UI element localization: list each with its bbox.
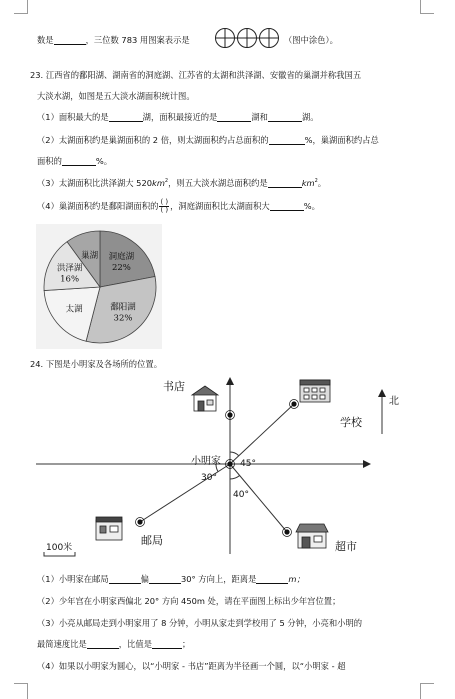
label-post-office: 邮局 bbox=[141, 534, 163, 547]
answer-blank[interactable] bbox=[268, 112, 302, 122]
q22-tail-line bbox=[37, 34, 190, 46]
q23-sub4-text-a: （4）巢湖面积约是鄱阳湖面积的 bbox=[37, 201, 159, 211]
answer-blank[interactable] bbox=[152, 639, 182, 649]
q23-sub1-text-a: （1）面积最大的是 bbox=[37, 112, 109, 122]
q23-sub3-text-d: 。 bbox=[317, 178, 327, 188]
q24-sub1-text-a: （1）小明家在邮局 bbox=[37, 574, 109, 584]
q23-sub3-sup: 2 bbox=[164, 178, 169, 185]
post-office-dot bbox=[137, 519, 142, 524]
q23-sub3-text-a: （3）太湖面积比洪泽湖大 520 bbox=[37, 178, 153, 188]
bookstore-building-icon bbox=[192, 386, 218, 411]
label-angle-30: 30° bbox=[201, 473, 217, 483]
answer-blank[interactable] bbox=[109, 574, 141, 584]
label-angle-40: 40° bbox=[233, 490, 249, 500]
answer-blank[interactable] bbox=[149, 574, 181, 584]
school-building-icon bbox=[300, 380, 330, 402]
q23-sub2-cont bbox=[37, 155, 112, 167]
school-dot bbox=[291, 401, 296, 406]
q24-sub4: （4）如果以小明家为圆心，以“小明家 - 书店”距离为半径画一个圆，以“小明家 - 超 bbox=[37, 661, 346, 671]
answer-blank[interactable] bbox=[54, 35, 86, 45]
location-map bbox=[36, 374, 416, 564]
label-north: 北 bbox=[389, 396, 399, 407]
q23-sub4-text-c: %。 bbox=[303, 201, 320, 211]
pie-label-4: 巢湖 bbox=[81, 251, 99, 262]
pie-label-2: 太湖 bbox=[65, 304, 83, 315]
pie-value-0: 22% bbox=[111, 263, 131, 274]
q23-sub3-sup2: 2 bbox=[314, 178, 318, 185]
crop-mark-top-right bbox=[420, 0, 434, 14]
crop-mark-bottom-right bbox=[420, 683, 434, 697]
q23-stem-line1: 23. 江西省的鄱阳湖、湖南省的洞庭湖、江苏省的太湖和洪泽湖、安徽省的巢湖并称我国五 bbox=[30, 70, 362, 80]
fraction-denominator: ( ) bbox=[160, 206, 169, 214]
label-supermarket: 超市 bbox=[335, 540, 357, 553]
route-to-school bbox=[230, 404, 294, 464]
home-dot bbox=[227, 461, 232, 466]
answer-blank[interactable] bbox=[109, 112, 143, 122]
q23-sub2 bbox=[37, 134, 379, 146]
lake-area-pie-chart bbox=[36, 224, 162, 349]
q22-text-2: ，三位数 783 用图案表示是 bbox=[85, 35, 190, 45]
q24-sub2: （2）少年宫在小明家西偏北 20° 方向 450m 处，请在平面图上标出少年宫位置； bbox=[37, 596, 341, 606]
label-scale: 100米 bbox=[46, 543, 73, 553]
q23-sub3 bbox=[37, 177, 326, 189]
label-bookstore: 书店 bbox=[163, 380, 185, 393]
q23-sub3-unit2: km bbox=[301, 178, 315, 188]
q24-sub3-text-b: ，比值是 bbox=[118, 639, 152, 649]
answer-blank[interactable] bbox=[62, 156, 96, 166]
pie-label-1: 鄱阳湖 bbox=[110, 302, 136, 313]
angle-arc-40 bbox=[230, 476, 240, 480]
q23-sub3-unit: km bbox=[152, 178, 165, 188]
crop-mark-bottom-left bbox=[14, 683, 28, 697]
q24-sub1-text-c: 30° 方向上，距离是 bbox=[180, 574, 257, 584]
answer-blank[interactable] bbox=[270, 201, 304, 211]
q23-sub1-text-c: 湖和 bbox=[251, 112, 268, 122]
q23-sub2-text-c: 面积的 bbox=[37, 156, 62, 166]
q24-sub3-line1: （3）小亮从邮局走到小明家用了 8 分钟，小明从家走到学校用了 5 分钟，小亮和小明的 bbox=[37, 618, 363, 628]
q24-sub1-text-b: 偏 bbox=[140, 574, 149, 584]
q23-sub4 bbox=[37, 199, 320, 214]
supermarket-building-icon bbox=[296, 524, 328, 548]
q23-sub4-text-b: ，洞庭湖面积比太湖面积大 bbox=[170, 201, 270, 211]
q23-sub1-text-d: 湖。 bbox=[301, 112, 319, 122]
q23-stem-line2: 大淡水湖，如图是五大淡水湖面积统计图。 bbox=[37, 91, 195, 101]
q23-sub1 bbox=[37, 111, 319, 123]
answer-blank[interactable] bbox=[87, 639, 119, 649]
bookstore-dot bbox=[227, 412, 232, 417]
q22-text-1: 数是 bbox=[37, 35, 54, 45]
q24-sub3-text-c: ； bbox=[182, 639, 191, 649]
crop-mark-top-left bbox=[14, 0, 28, 14]
pie-label-3: 洪泽湖 bbox=[56, 263, 83, 274]
q24-sub3-line2 bbox=[37, 638, 190, 650]
q24-sub3-text-a: 最简速度比是 bbox=[37, 639, 87, 649]
fraction-blank[interactable] bbox=[159, 199, 169, 214]
answer-blank[interactable] bbox=[269, 135, 305, 145]
pie-value-1: 32% bbox=[113, 313, 133, 324]
q24-sub1-text-d: m； bbox=[288, 574, 305, 584]
abacus-pattern-icon bbox=[214, 27, 280, 49]
q23-sub2-text-a: （2）太湖面积约是巢湖面积的 2 倍，则太湖面积约占总面积的 bbox=[37, 135, 269, 145]
q23-sub2-text-d: %。 bbox=[95, 156, 113, 166]
label-home: 小明家 bbox=[191, 456, 221, 467]
answer-blank[interactable] bbox=[268, 178, 302, 188]
q24-sub1 bbox=[37, 573, 305, 585]
fraction-numerator: ( ) bbox=[160, 198, 169, 206]
label-angle-45: 45° bbox=[240, 459, 256, 469]
q24-stem: 24. 下图是小明家及各场所的位置。 bbox=[30, 359, 162, 369]
supermarket-dot bbox=[284, 529, 289, 534]
pie-value-3: 16% bbox=[60, 274, 80, 285]
answer-blank[interactable] bbox=[256, 574, 288, 584]
answer-blank[interactable] bbox=[217, 112, 251, 122]
q23-sub3-text-b: ，则五大淡水湖总面积约是 bbox=[168, 178, 268, 188]
q23-sub2-text-b: %，巢湖面积约占总 bbox=[304, 135, 379, 145]
q22-text-3: （图中涂色）。 bbox=[284, 35, 338, 45]
label-school: 学校 bbox=[340, 416, 362, 429]
q23-sub1-text-b: 湖，面积最接近的是 bbox=[142, 112, 218, 122]
pie-label-0: 洞庭湖 bbox=[108, 252, 135, 263]
post-office-building-icon bbox=[96, 517, 122, 540]
angle-arc-45 bbox=[230, 452, 239, 456]
